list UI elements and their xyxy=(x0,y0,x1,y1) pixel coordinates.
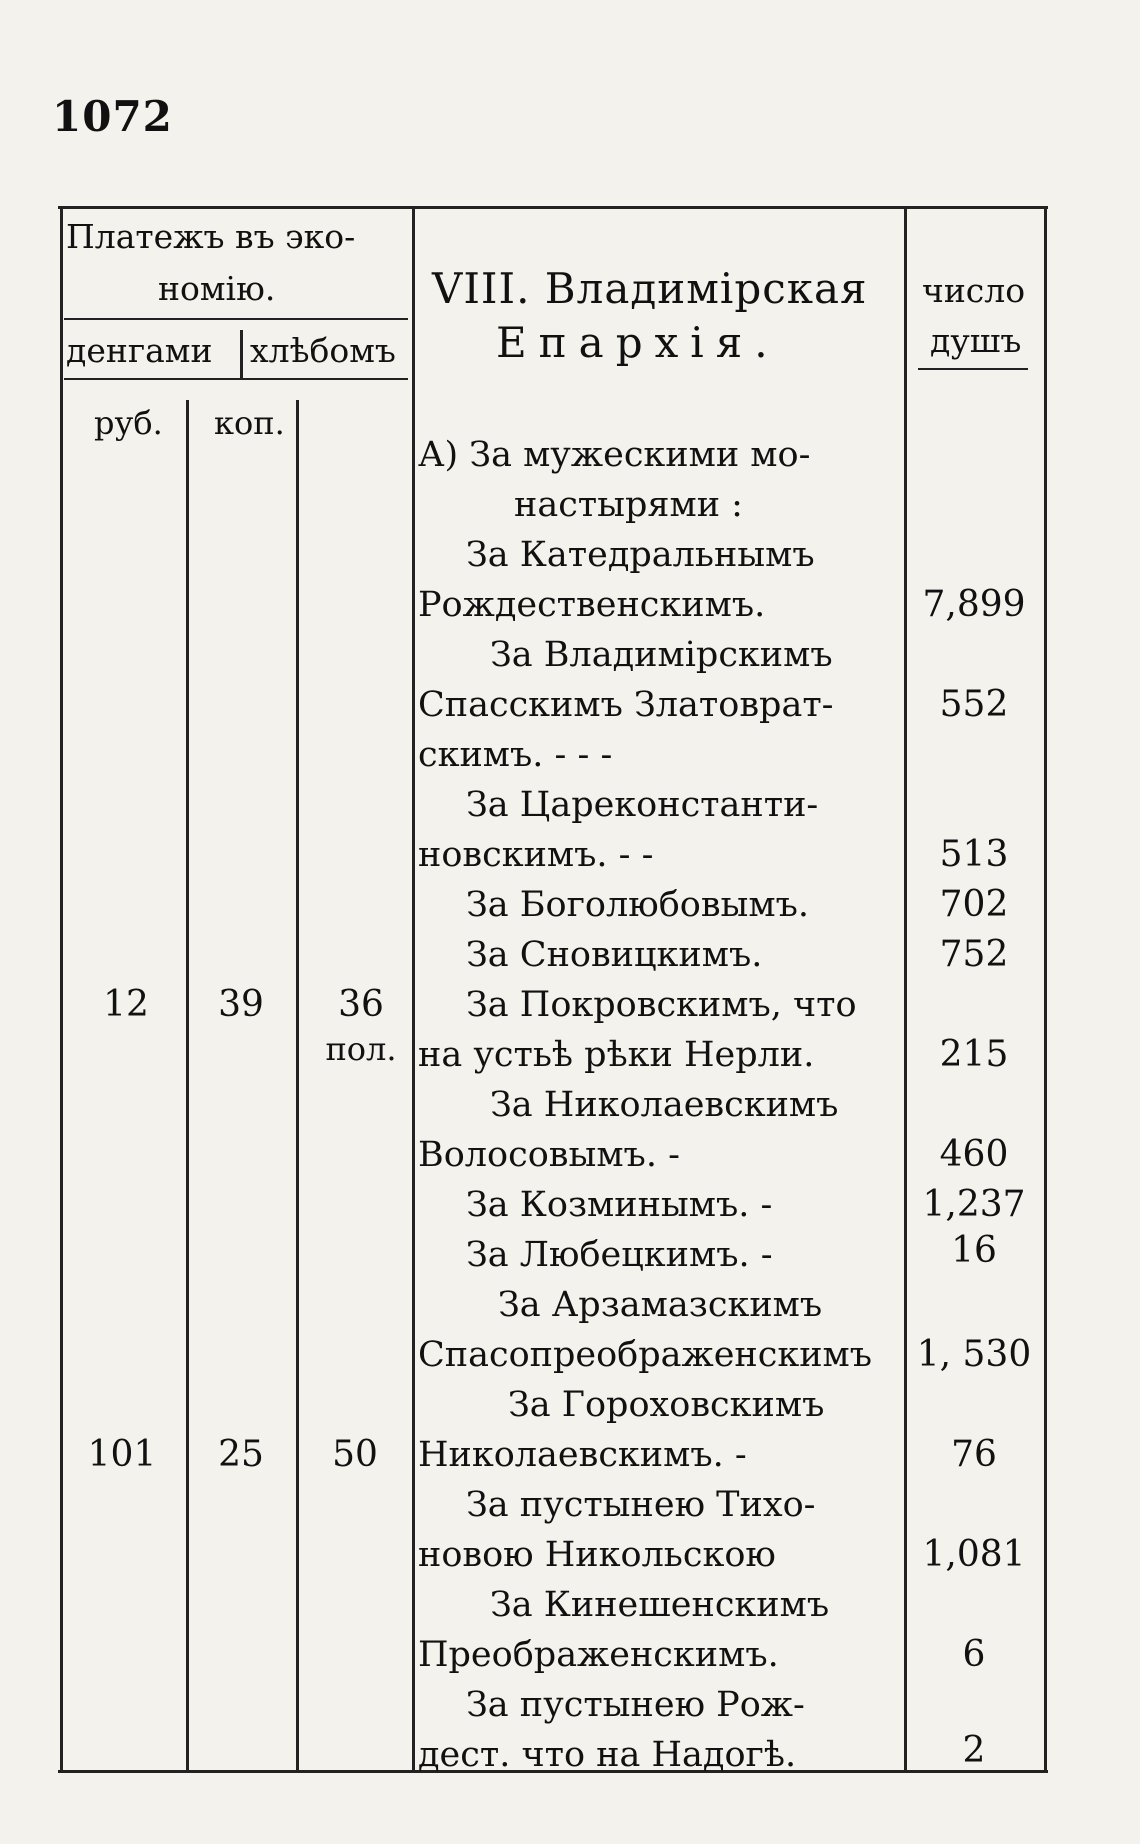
rub-value: 12 xyxy=(103,984,149,1025)
intro-line1: А) За мужескими мо- xyxy=(418,435,811,475)
list-item xyxy=(418,880,888,930)
entry-line: За Боголюбовымъ. xyxy=(466,885,810,925)
table-top-rule xyxy=(58,206,1048,209)
kop-value: 25 xyxy=(218,1434,264,1475)
section-title-line2: Епархія. xyxy=(496,318,780,367)
entry-line: скимъ. - - - xyxy=(418,735,613,775)
entry-line: За пустынею Тихо- xyxy=(466,1485,816,1525)
money-header: денгами xyxy=(66,331,213,370)
col-rule-kop-grain xyxy=(296,400,299,1772)
souls-value: 1,081 xyxy=(922,1534,1026,1575)
souls-header-line1: число xyxy=(922,271,1026,310)
souls-value: 460 xyxy=(939,1134,1009,1175)
entry-line: на устьѣ рѣки Нерли. xyxy=(418,1035,815,1075)
col-rule-payment-text xyxy=(412,206,415,1772)
list-item xyxy=(418,1230,888,1280)
grain-value: 36 xyxy=(338,984,384,1025)
list-item xyxy=(418,1680,888,1780)
souls-value: 1, 530 xyxy=(916,1334,1032,1375)
kop-value: 39 xyxy=(218,984,264,1025)
intro-line2: настырями : xyxy=(514,485,743,525)
entry-line: За Козминымъ. - xyxy=(466,1185,773,1225)
entry-line: новскимъ. - - xyxy=(418,835,654,875)
kop-header: коп. xyxy=(214,404,285,442)
entry-line: За Любецкимъ. - xyxy=(466,1235,773,1275)
entry-line: новою Никольскою xyxy=(418,1535,776,1575)
entry-line: Спасопреображенскимъ xyxy=(418,1335,873,1375)
grain-unit: пол. xyxy=(325,1030,397,1068)
rub-header: руб. xyxy=(94,404,163,442)
header-underline-money xyxy=(64,378,408,380)
souls-value: 76 xyxy=(951,1434,997,1475)
souls-header-line2: душъ xyxy=(930,321,1022,360)
souls-value: 702 xyxy=(939,884,1009,925)
list-item xyxy=(418,1080,888,1180)
entry-line: дест. что на Надогѣ. xyxy=(418,1735,797,1775)
list-item xyxy=(418,1480,888,1580)
entry-line: За Сновицкимъ. xyxy=(466,935,763,975)
entry-line: За Цареконстанти- xyxy=(466,785,819,825)
list-item xyxy=(418,780,888,880)
col-rule-rub-kop xyxy=(186,400,189,1772)
entry-line: За Катедральнымъ xyxy=(466,535,815,575)
entry-line: За Николаевскимъ xyxy=(490,1085,839,1125)
payment-header-line1: Платежъ въ эко- xyxy=(66,217,356,256)
entry-line: Николаевскимъ. - xyxy=(418,1435,747,1475)
entry-line: За Арзамазскимъ xyxy=(498,1285,823,1325)
souls-value: 6 xyxy=(962,1634,986,1675)
list-item xyxy=(418,980,888,1080)
souls-value: 215 xyxy=(939,1034,1009,1075)
header-underline-payment xyxy=(64,318,408,320)
list-item xyxy=(418,930,888,980)
col-rule-right xyxy=(1044,206,1047,1772)
entry-line: За Покровскимъ, что xyxy=(466,985,857,1025)
souls-value: 552 xyxy=(939,684,1009,725)
section-title-line1: VIII. Владимірская xyxy=(432,264,868,313)
entry-line: За Владимірскимъ xyxy=(490,635,833,675)
list-item xyxy=(418,1380,888,1480)
list-item xyxy=(418,1280,888,1380)
col-rule-left xyxy=(60,206,63,1772)
intro-text xyxy=(418,430,888,530)
list-item xyxy=(418,530,888,630)
entry-line: За пустынею Рож- xyxy=(466,1685,805,1725)
entry-line: За Гороховскимъ xyxy=(508,1385,825,1425)
rub-value: 101 xyxy=(87,1434,157,1475)
list-item xyxy=(418,630,888,780)
entry-line: Волосовымъ. - xyxy=(418,1135,680,1175)
souls-value: 752 xyxy=(939,934,1009,975)
list-item xyxy=(418,1580,888,1680)
header-underline-souls xyxy=(918,368,1028,370)
col-rule-money-grain xyxy=(240,330,243,380)
grain-value: 50 xyxy=(332,1434,378,1475)
souls-value: 2 xyxy=(962,1730,986,1771)
souls-value: 1,237 xyxy=(922,1184,1026,1225)
list-item xyxy=(418,1180,888,1230)
souls-value: 7,899 xyxy=(922,584,1026,625)
payment-header-line2: номію. xyxy=(158,269,276,308)
page-number: 1072 xyxy=(52,92,173,141)
entry-line: За Кинешенскимъ xyxy=(490,1585,830,1625)
souls-value: 513 xyxy=(939,834,1009,875)
grain-header: хлѣбомъ xyxy=(250,331,396,370)
entry-line: Преображенскимъ. xyxy=(418,1635,779,1675)
entry-line: Рождественскимъ. xyxy=(418,585,766,625)
entry-line: Спасскимъ Златоврат- xyxy=(418,685,834,725)
souls-value: 16 xyxy=(951,1230,997,1271)
